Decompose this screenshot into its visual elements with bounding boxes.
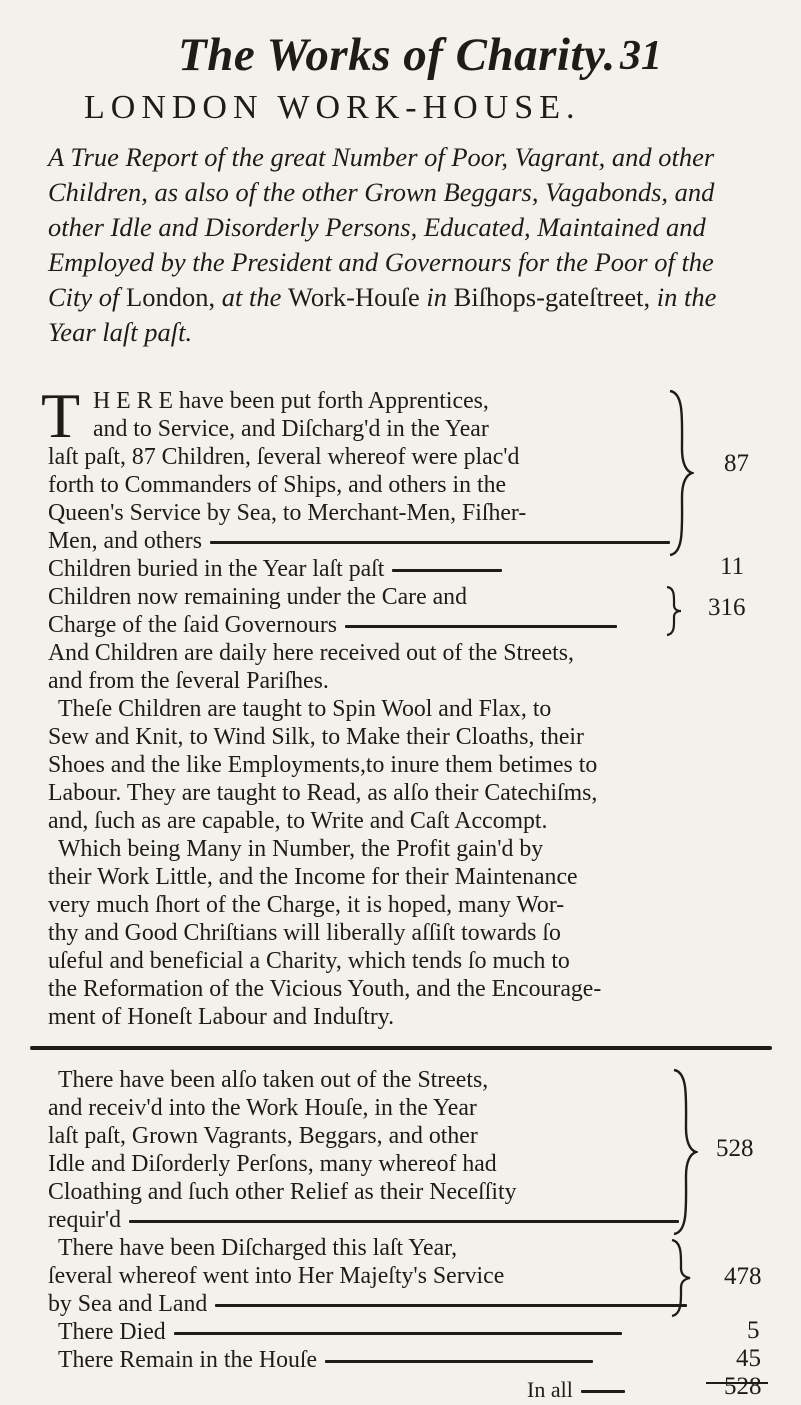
taken-count: 528 bbox=[716, 1135, 754, 1162]
buried-count: 11 bbox=[720, 553, 745, 580]
remaining-count: 316 bbox=[708, 594, 746, 621]
total-count: 528 bbox=[724, 1373, 762, 1400]
body-line-2: and from the ſeveral Pariſhes. bbox=[48, 668, 329, 694]
leader-dash bbox=[210, 541, 670, 544]
discharged-line-3 bbox=[48, 1290, 687, 1318]
apprentices-line-6-text: Men, and others bbox=[48, 528, 202, 554]
body-line-9: their Work Little, and the Income for their Maintenance bbox=[48, 864, 578, 890]
remaining-line-1: Children now remaining under the Care and bbox=[48, 584, 467, 610]
report-title-tail: in the Year laſt paſt. bbox=[48, 282, 717, 347]
body-line-12: uſeful and beneficial a Charity, which tends ſo much to bbox=[48, 948, 570, 974]
died-line bbox=[58, 1318, 622, 1346]
taken-line-4: Idle and Diſorderly Perſons, many whereof had bbox=[48, 1151, 497, 1177]
brace-right bbox=[665, 585, 683, 637]
apprentices-line-4: forth to Commanders of Ships, and others in the bbox=[48, 472, 507, 498]
report-title bbox=[48, 140, 762, 350]
discharged-line-2: ſeveral whereof went into Her Majeſty's Service bbox=[48, 1263, 505, 1289]
body-line-8: Which being Many in Number, the Profit gain'd by bbox=[58, 836, 544, 862]
body-line-4: Sew and Knit, to Wind Silk, to Make their Cloaths, their bbox=[48, 724, 584, 750]
brace-right bbox=[672, 1068, 698, 1236]
apprentices-line-6 bbox=[48, 527, 670, 555]
total-line bbox=[527, 1376, 625, 1404]
leader-dash bbox=[129, 1220, 679, 1223]
page-number: 31 bbox=[620, 33, 662, 79]
taken-line-6-text: requir'd bbox=[48, 1207, 122, 1233]
drop-cap: T bbox=[41, 380, 81, 451]
report-title-italic: A True Report of the great Number of Poor, Vagrant, and other Children, as also of the other Grown Beggars, Vagabonds, and other Idle and Disorderly Persons, Educated, Maintained and Employed by the President and Governours for the Poor of the City of bbox=[48, 142, 715, 312]
died-count: 5 bbox=[747, 1317, 760, 1344]
brace-right bbox=[670, 1238, 692, 1318]
remain-line bbox=[58, 1346, 593, 1374]
remaining-line-2-text: Charge of the ſaid Governours bbox=[48, 612, 338, 638]
remain-count: 45 bbox=[736, 1345, 761, 1372]
apprentices-line-3: laſt paſt, 87 Children, ſeveral whereof were plac'd bbox=[48, 444, 520, 470]
section-divider bbox=[30, 1046, 772, 1050]
taken-line-5: Cloathing and ſuch other Relief as their Neceſſity bbox=[48, 1179, 517, 1205]
total-label: In all bbox=[527, 1377, 573, 1402]
report-title-at-the: at the bbox=[221, 282, 282, 312]
body-line-5: Shoes and the like Employments,to inure them betimes to bbox=[48, 752, 598, 778]
body-line-10: very much ſhort of the Charge, it is hoped, many Wor- bbox=[48, 892, 565, 918]
taken-line-3: laſt paſt, Grown Vagrants, Beggars, and other bbox=[48, 1123, 478, 1149]
buried-line bbox=[48, 555, 502, 583]
taken-line-6 bbox=[48, 1206, 679, 1234]
died-line-text: There Died bbox=[58, 1319, 166, 1345]
body-line-7: and, ſuch as are capable, to Write and Caſt Accompt. bbox=[48, 808, 548, 834]
running-title: The Works of Charity. bbox=[178, 29, 616, 81]
apprentices-line-1: H E R E have been put forth Apprentices, bbox=[93, 388, 489, 414]
leader-dash bbox=[215, 1304, 687, 1307]
leader-dash bbox=[174, 1332, 622, 1335]
taken-line-2: and receiv'd into the Work Houſe, in the Year bbox=[48, 1095, 477, 1121]
body-line-3: Theſe Children are taught to Spin Wool and Flax, to bbox=[58, 696, 552, 722]
apprentices-count: 87 bbox=[724, 450, 749, 477]
apprentices-line-2: and to Service, and Diſcharg'd in the Year bbox=[93, 416, 489, 442]
brace-right bbox=[668, 389, 694, 557]
report-title-in: in bbox=[426, 282, 448, 312]
institution-heading: LONDON WORK-HOUSE. bbox=[84, 89, 581, 126]
report-title-work-house: Work-Houſe bbox=[287, 282, 420, 312]
buried-line-text: Children buried in the Year laſt paſt bbox=[48, 556, 385, 582]
remaining-line-2 bbox=[48, 611, 617, 639]
discharged-count: 478 bbox=[724, 1263, 762, 1290]
leader-dash bbox=[345, 625, 617, 628]
discharged-line-1: There have been Diſcharged this laſt Year, bbox=[58, 1235, 458, 1261]
report-title-place: Biſhops-gateſtreet, bbox=[453, 282, 651, 312]
body-line-1: And Children are daily here received out of the Streets, bbox=[48, 640, 574, 666]
body-line-11: thy and Good Chriſtians will liberally aſſiſt towards ſo bbox=[48, 920, 561, 946]
body-line-14: ment of Honeſt Labour and Induſtry. bbox=[48, 1004, 395, 1030]
body-line-13: the Reformation of the Vicious Youth, and the Encourage- bbox=[48, 976, 602, 1002]
leader-dash bbox=[325, 1360, 593, 1363]
body-line-6: Labour. They are taught to Read, as alſo their Catechiſms, bbox=[48, 780, 598, 806]
report-title-city: London, bbox=[126, 282, 216, 312]
discharged-line-3-text: by Sea and Land bbox=[48, 1291, 208, 1317]
taken-line-1: There have been alſo taken out of the Streets, bbox=[58, 1067, 489, 1093]
remain-line-text: There Remain in the Houſe bbox=[58, 1347, 318, 1373]
leader-dash bbox=[392, 569, 502, 572]
leader-dash bbox=[581, 1390, 625, 1393]
apprentices-line-5: Queen's Service by Sea, to Merchant-Men, Fiſher- bbox=[48, 500, 527, 526]
running-head bbox=[0, 28, 801, 84]
